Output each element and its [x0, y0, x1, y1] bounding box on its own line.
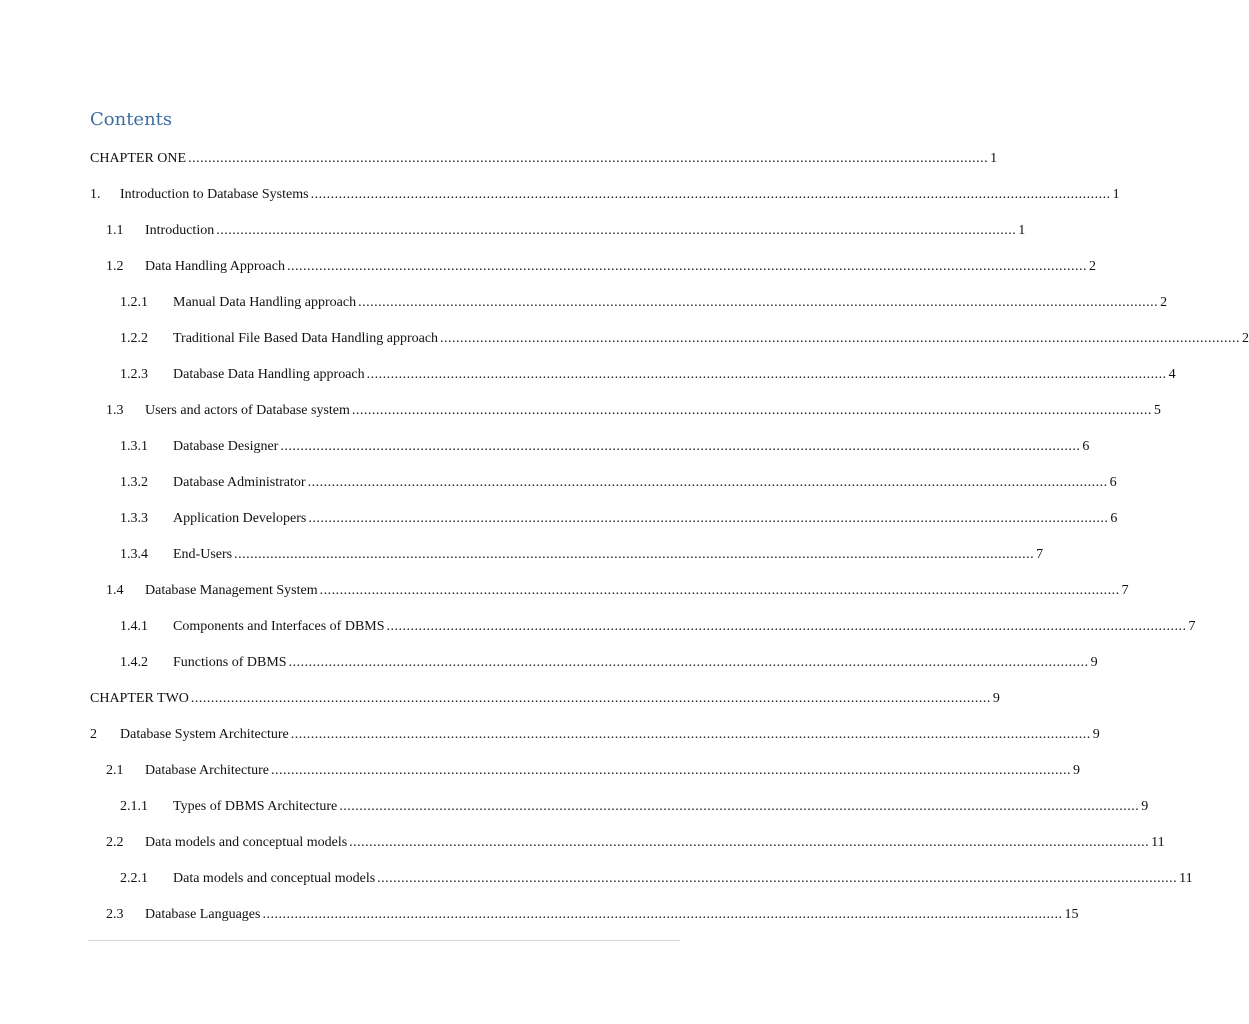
dot-leader: ........................................................................................................................................................................................................: [377, 871, 1178, 886]
toc-entry-page: 9: [1073, 763, 1080, 778]
toc-entry-page: 7: [1036, 547, 1044, 562]
toc-entry-number: 1.2.2: [120, 331, 148, 346]
toc-entry-page: 2: [1242, 331, 1249, 346]
dot-leader: ........................................................................................................................................................................................................: [290, 727, 1091, 742]
dot-leader: ........................................................................................................................................................................................................: [307, 475, 1108, 490]
toc-entry-page: 6: [1082, 439, 1090, 454]
toc-entry[interactable]: [90, 501, 1118, 537]
toc-entry-number: 2: [90, 727, 97, 742]
dot-leader: ........................................................................................................................................................................................................: [262, 907, 1063, 922]
toc-entry-title: Data Handling Approach: [145, 259, 285, 274]
toc-entry-page: 1: [1018, 223, 1026, 238]
dot-leader: ........................................................................................................................................................................................................: [386, 619, 1187, 634]
toc-entry-number: 1.2.3: [120, 367, 148, 382]
toc-entry-number: 1.3.3: [120, 511, 148, 526]
toc-entry-title: CHAPTER TWO: [90, 691, 189, 706]
dot-leader: ........................................................................................................................................................................................................: [308, 511, 1109, 526]
toc-entry-number: 2.1.1: [120, 799, 148, 814]
toc-entry[interactable]: [90, 861, 1193, 897]
dot-leader: ........................................................................................................................................................................................................: [440, 331, 1241, 346]
toc-entry-page: 1: [990, 151, 998, 166]
toc-entry-page: 6: [1109, 475, 1117, 490]
dot-leader: ........................................................................................................................................................................................................: [286, 259, 1087, 274]
toc-entry-title: Functions of DBMS: [173, 655, 287, 670]
toc-entry-title: Types of DBMS Architecture: [173, 799, 338, 814]
toc-entry-title: Database Architecture: [145, 763, 269, 778]
toc-entry-page: 7: [1188, 619, 1196, 634]
toc-entry-number: 2.3: [106, 907, 124, 922]
toc-entry-page: 4: [1168, 367, 1176, 382]
toc-entry-title: Database Administrator: [173, 475, 306, 490]
toc-entry[interactable]: [90, 753, 1080, 789]
toc-entry[interactable]: [90, 897, 1079, 933]
toc-entry-title: Database System Architecture: [120, 727, 289, 742]
toc-entry[interactable]: [90, 573, 1129, 609]
toc-entry-title: Application Developers: [173, 511, 307, 526]
toc-entry-number: 1.1: [106, 223, 124, 238]
toc-entry-number: 2.2: [106, 835, 124, 850]
toc-entry[interactable]: [90, 537, 1044, 573]
dot-leader: ........................................................................................................................................................................................................: [280, 439, 1081, 454]
toc-entry[interactable]: [90, 213, 1026, 249]
toc-entry-page: 9: [1141, 799, 1149, 814]
dot-leader: ........................................................................................................................................................................................................: [271, 763, 1071, 778]
toc-entry-page: 9: [1090, 655, 1098, 670]
toc-entry[interactable]: [90, 465, 1117, 501]
toc-entry-page: 6: [1110, 511, 1118, 526]
dot-leader: ........................................................................................................................................................................................................: [358, 295, 1159, 310]
dot-leader: ........................................................................................................................................................................................................: [310, 187, 1111, 202]
toc-entry-title: CHAPTER ONE: [90, 151, 187, 166]
dot-leader: ........................................................................................................................................................................................................: [339, 799, 1140, 814]
toc-entry[interactable]: [90, 825, 1165, 861]
toc-entry-number: 1.2.1: [120, 295, 148, 310]
dot-leader: ........................................................................................................................................................................................................: [216, 223, 1017, 238]
toc-entry-page: 2: [1088, 259, 1096, 274]
toc-entry[interactable]: [90, 645, 1098, 681]
toc-entry-page: 9: [992, 691, 1000, 706]
toc-entry[interactable]: [90, 177, 1120, 213]
dot-leader: ........................................................................................................................................................................................................: [190, 691, 991, 706]
toc-entry-number: 1.2: [106, 259, 124, 274]
toc-entry-page: 1: [1112, 187, 1120, 202]
dot-leader: ........................................................................................................................................................................................................: [351, 403, 1152, 418]
toc-entry-number: 1.3.1: [120, 439, 148, 454]
toc-entry[interactable]: [90, 285, 1168, 321]
toc-entry-page: 11: [1151, 835, 1165, 850]
toc-entry[interactable]: [90, 249, 1096, 285]
toc-entry-page: 5: [1153, 403, 1161, 418]
toc-entry[interactable]: [90, 429, 1090, 465]
page-divider: [88, 940, 680, 941]
toc-entry-number: 1.3: [106, 403, 124, 418]
toc-entry[interactable]: [90, 357, 1176, 393]
dot-leader: ........................................................................................................................................................................................................: [188, 151, 989, 166]
toc-entry-number: 2.2.1: [120, 871, 148, 886]
dot-leader: ........................................................................................................................................................................................................: [366, 367, 1167, 382]
toc-entry-title: Data models and conceptual models: [145, 835, 348, 850]
toc-entry-number: 1.4.1: [120, 619, 148, 634]
toc-entry-page: 7: [1121, 583, 1129, 598]
contents-heading: Contents: [90, 109, 173, 130]
toc-entry-number: 1.3.2: [120, 475, 148, 490]
toc-entry[interactable]: [90, 141, 998, 177]
toc-entry-number: 1.4: [106, 583, 124, 598]
toc-entry[interactable]: [90, 393, 1161, 429]
dot-leader: ........................................................................................................................................................................................................: [319, 583, 1120, 598]
toc-entry-title: Introduction to Database Systems: [120, 187, 309, 202]
toc-entry[interactable]: [90, 717, 1100, 753]
toc-entry-title: Data models and conceptual models: [173, 871, 376, 886]
toc-entry-title: Traditional File Based Data Handling approach: [173, 331, 439, 346]
toc-entry-number: 2.1: [106, 763, 124, 778]
toc-entry-title: Components and Interfaces of DBMS: [173, 619, 385, 634]
toc-entry-title: End-Users: [173, 547, 233, 562]
toc-entry-number: 1.3.4: [120, 547, 148, 562]
toc-entry-title: Manual Data Handling approach: [173, 295, 357, 310]
toc-entry-title: Users and actors of Database system: [145, 403, 350, 418]
toc-entry[interactable]: [90, 789, 1149, 825]
toc-entry-title: Database Designer: [173, 439, 279, 454]
toc-entry-page: 9: [1092, 727, 1100, 742]
toc-entry-title: Database Languages: [145, 907, 261, 922]
dot-leader: ........................................................................................................................................................................................................: [234, 547, 1035, 562]
dot-leader: ........................................................................................................................................................................................................: [349, 835, 1150, 850]
toc-entry-title: Database Data Handling approach: [173, 367, 365, 382]
toc-entry[interactable]: [90, 609, 1196, 645]
toc-entry[interactable]: [90, 681, 1000, 717]
toc-entry-page: 11: [1179, 871, 1193, 886]
toc-entry-page: 2: [1160, 295, 1168, 310]
toc-entry-number: 1.4.2: [120, 655, 148, 670]
toc-entry-number: 1.: [90, 187, 101, 202]
toc-entry-page: 15: [1064, 907, 1079, 922]
toc-entry-title: Introduction: [145, 223, 215, 238]
dot-leader: ........................................................................................................................................................................................................: [288, 655, 1089, 670]
toc-entry[interactable]: [90, 321, 1249, 357]
toc-entry-title: Database Management System: [145, 583, 318, 598]
